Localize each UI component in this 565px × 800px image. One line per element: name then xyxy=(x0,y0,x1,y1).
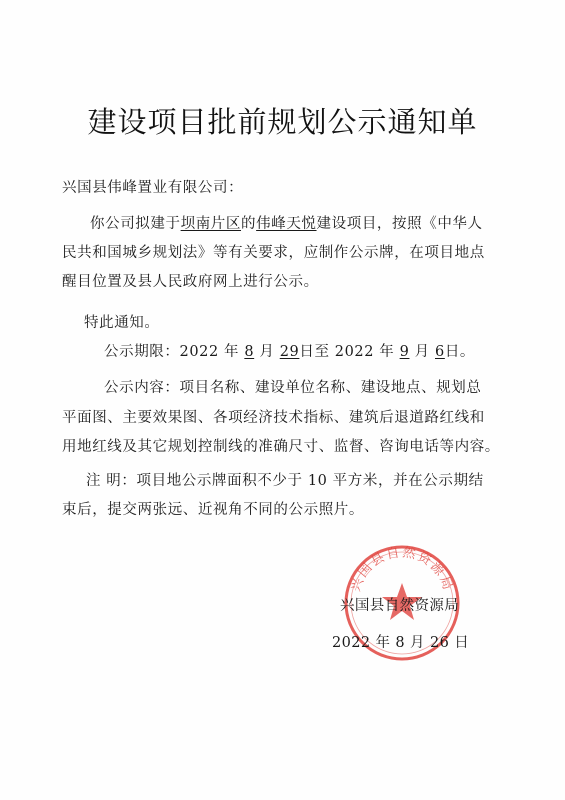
paragraph-1-line-1 xyxy=(90,214,483,234)
period-month-label-2: 月 xyxy=(414,344,430,360)
seal-text: 兴国县自然资源局 xyxy=(348,545,456,594)
period-start-month: 8 xyxy=(244,344,255,360)
p1-text-post: 建设项目，按照《中华人 xyxy=(316,216,483,232)
note-line-1: 注 明：项目地公示牌面积不少于 10 平方米，并在公示期结 xyxy=(86,473,484,489)
period-end-day: 6 xyxy=(435,344,445,360)
notice-text: 特此通知。 xyxy=(84,315,160,331)
period-post: 日。 xyxy=(444,344,476,360)
content-line-1: 公示内容：项目名称、建设单位名称、建设地点、规划总 xyxy=(104,380,482,396)
period-month-label-1: 月 xyxy=(259,344,275,360)
issuer-name: 兴国县自然资源局 xyxy=(340,598,460,614)
period-start-day: 29 xyxy=(279,344,300,360)
content-line-2: 平面图、主要效果图、各项经济技术指标、建筑后退道路红线和 xyxy=(62,410,485,426)
issue-date: 2022 年 8 月 26 日 xyxy=(332,635,470,651)
paragraph-1-line-2: 民共和国城乡规划法》等有关要求，应制作公示牌，在项目地点 xyxy=(62,245,485,261)
content-line-3: 用地红线及其它规划控制线的准确尺寸、监督、咨询电话等内容。 xyxy=(62,439,500,455)
salutation: 兴国县伟峰置业有限公司： xyxy=(62,180,244,196)
period-pre: 公示期限：2022 年 xyxy=(104,344,240,360)
period-end-month: 9 xyxy=(399,344,410,360)
period-mid: 日至 2022 年 xyxy=(299,344,395,360)
note-line-2: 束后，提交两张远、近视角不同的公示照片。 xyxy=(62,502,364,518)
project-location: 坝南片区 xyxy=(180,216,242,232)
p1-text-mid: 的 xyxy=(241,216,257,232)
project-name: 伟峰天悦 xyxy=(256,216,317,232)
p1-text-pre: 你公司拟建于 xyxy=(90,216,181,232)
document-title: 建设项目批前规划公示通知单 xyxy=(87,105,478,139)
paragraph-1-line-3: 醒目位置及县人民政府网上进行公示。 xyxy=(62,274,319,290)
publicity-period xyxy=(104,342,475,362)
